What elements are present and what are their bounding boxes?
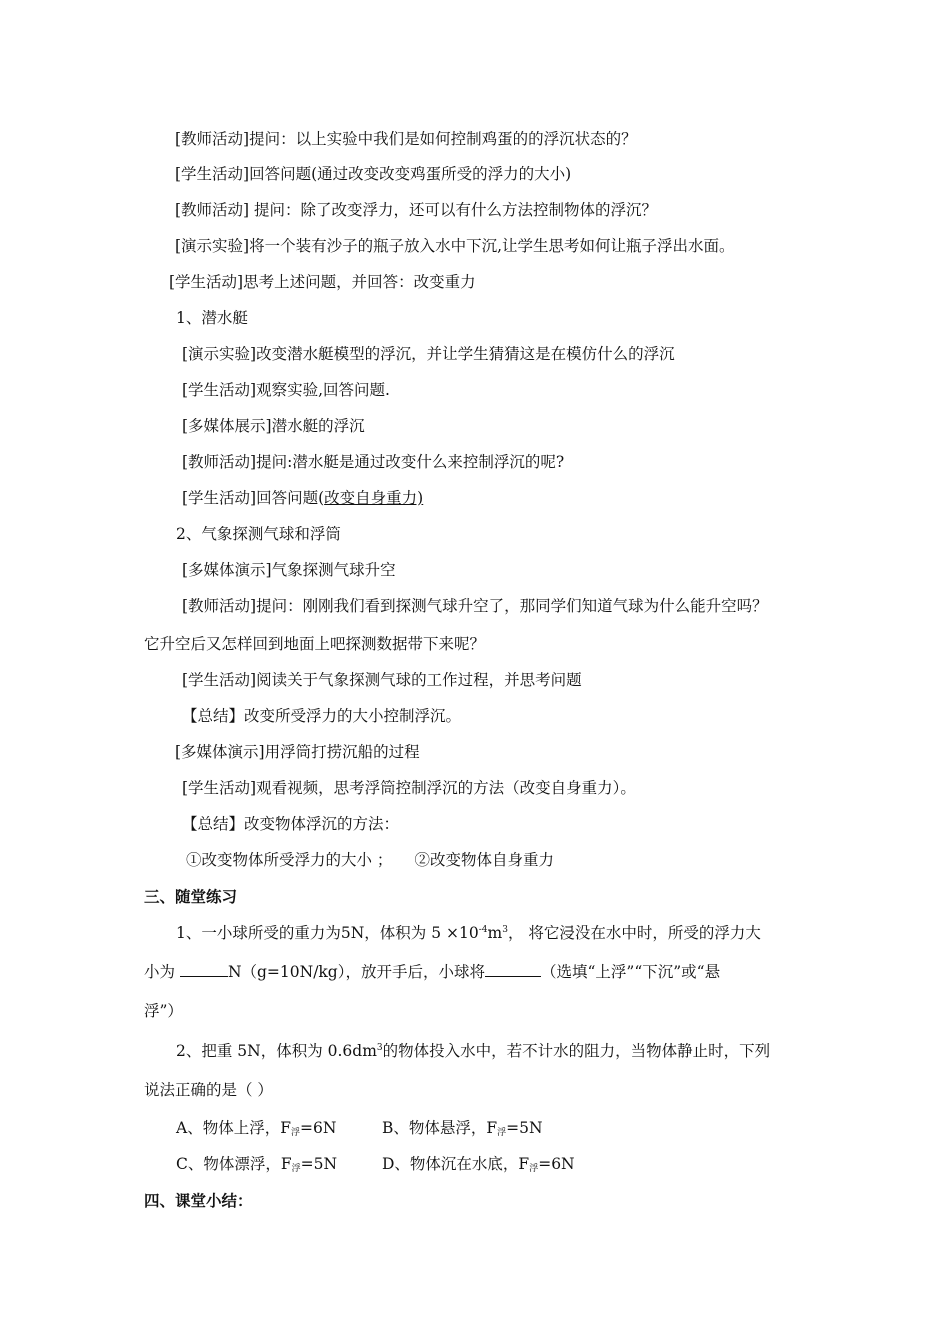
text-line: [学生活动]阅读关于气象探测气球的工作过程，并思考问题 (182, 671, 582, 689)
numbered-heading: 1、潜水艇 (176, 309, 248, 327)
text-segment: [学生活动]回答问题( (182, 489, 325, 507)
text-line: [学生活动]思考上述问题，并回答：改变重力 (169, 273, 476, 291)
option-c: C、物体漂浮，$F_浮=5N$ (176, 1155, 338, 1174)
answer-blank[interactable] (180, 962, 228, 977)
text-line: [教师活动] 提问：除了改变浮力，还可以有什么方法控制物体的浮沉？ (175, 201, 658, 219)
section-heading: 三、随堂练习 (144, 888, 238, 906)
text-line: 它升空后又怎样回到地面上吧探测数据带下来呢？ (144, 635, 486, 653)
question-1-line: 小为 N（g=10N/kg），放开手后，小球将 （选填“上浮”“下沉”或“悬 (144, 963, 721, 981)
text-line: [演示实验]改变潜水艇模型的浮沉，并让学生猜猜这是在模仿什么的浮沉 (182, 345, 675, 363)
underlined-text: 改变自身重力) (324, 489, 424, 507)
text-line: [多媒体演示]气象探测气球升空 (182, 561, 396, 579)
text-line: [教师活动]提问：刚刚我们看到探测气球升空了，那同学们知道气球为什么能升空吗？ (182, 597, 768, 615)
question-1-line: 浮”） (144, 1002, 183, 1020)
summary-line: 【总结】改变物体浮沉的方法： (182, 815, 400, 833)
text-line: [教师活动]提问:潜水艇是通过改变什么来控制浮沉的呢? (182, 453, 565, 471)
text-line: [演示实验]将一个装有沙子的瓶子放入水中下沉,让学生思考如何让瓶子浮出水面。 (175, 237, 735, 255)
text-line: [教师活动]提问：以上实验中我们是如何控制鸡蛋的的浮沉状态的？ (175, 130, 637, 148)
numbered-heading: 2、气象探测气球和浮筒 (176, 525, 341, 543)
text-line: [学生活动]观察实验,回答问题. (182, 381, 390, 399)
option-b: B、物体悬浮，$F_浮=5N$ (382, 1119, 543, 1138)
question-1-line: 1、一小球所受的重力为5N，体积为 $5 \times 10^{-4}m^3$， 将它浸没在水中时，所受的浮力大 (176, 924, 761, 942)
method-item: ②改变物体自身重力 (414, 851, 554, 869)
method-item: ①改变物体所受浮力的大小 ； (186, 851, 393, 869)
answer-blank[interactable] (485, 962, 541, 977)
summary-line: 【总结】改变所受浮力的大小控制浮沉。 (182, 707, 462, 725)
text-line: [多媒体演示]用浮筒打捞沉船的过程 (175, 743, 420, 761)
option-a: A、物体上浮，$F_浮=6N$ (176, 1119, 337, 1138)
method-list (186, 849, 554, 871)
text-line: [学生活动]回答问题(通过改变改变鸡蛋所受的浮力的大小) (175, 165, 572, 183)
option-d: D、物体沉在水底，$F_浮=6N$ (382, 1155, 575, 1174)
text-line: [多媒体展示]潜水艇的浮沉 (182, 417, 365, 435)
question-2-line: 说法正确的是（ ） (144, 1081, 273, 1099)
text-line (182, 487, 423, 509)
question-2-line: 2、把重 5N，体积为 $0.6dm^3$的物体投入水中，若不计水的阻力，当物体静止时，下列 (176, 1042, 771, 1060)
text-line: [学生活动]观看视频，思考浮筒控制浮沉的方法（改变自身重力）。 (182, 779, 636, 797)
section-heading: 四、课堂小结： (144, 1192, 253, 1210)
